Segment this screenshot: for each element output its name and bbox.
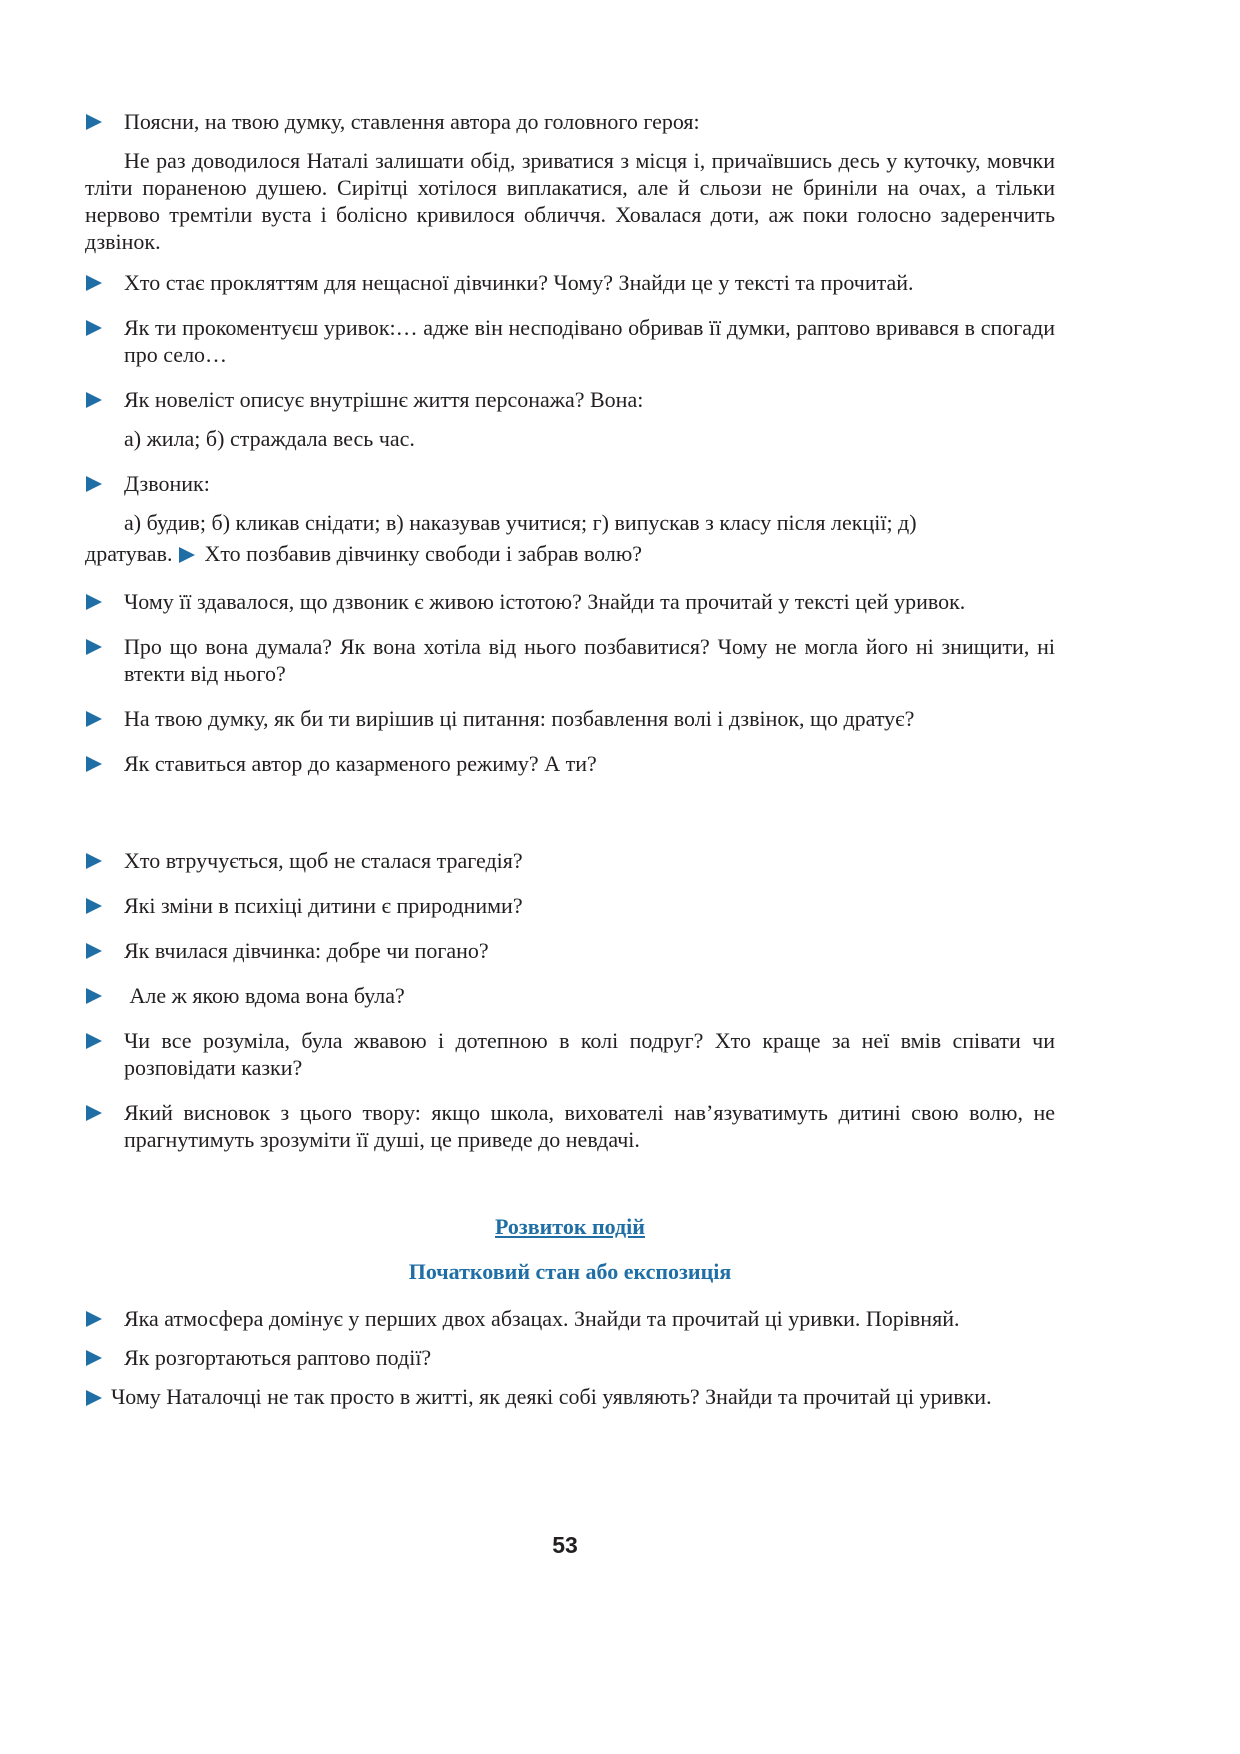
section-subtitle: Початковий стан або експозиція [408, 1259, 732, 1284]
question-item [85, 892, 1055, 919]
triangle-right-icon [85, 633, 124, 660]
answer-option-last: дратував. [85, 541, 173, 566]
triangle-right-icon [85, 314, 124, 341]
triangle-right-icon [85, 1386, 103, 1413]
question-item [85, 705, 1055, 732]
question-item [85, 269, 1055, 296]
question-item [85, 982, 1055, 1009]
question-text: Хто стає прокляттям для нещасної дівчинки? Чому? Знайди це у тексті та прочитай. [124, 270, 914, 295]
question-text: Але ж якою вдома вона була? [124, 983, 405, 1008]
question-text: Чи все розуміла, була жвавою і дотепною в колі подруг? Хто краще за неї вмів співати чи розповідати казки? [124, 1028, 1055, 1080]
question-item [85, 1305, 1055, 1332]
question-item [85, 588, 1055, 615]
triangle-right-icon [85, 937, 124, 964]
triangle-right-icon [85, 108, 124, 135]
question-text: Який висновок з цього твору: якщо школа, вихователі нав’язуватимуть дитині свою волю, не прагнутимуть зрозуміти її душі, це приведе до невдачі. [124, 1100, 1055, 1152]
triangle-right-icon [85, 705, 124, 732]
question-item [85, 108, 1055, 135]
question-text: На твою думку, як би ти вирішив ці питання: позбавлення волі і дзвінок, що дратує? [124, 706, 915, 731]
question-item [85, 470, 1055, 497]
question-item [85, 1027, 1055, 1081]
question-text: Яка атмосфера домінує у перших двох абзацах. Знайди та прочитай ці уривки. Порівняй. [124, 1306, 960, 1331]
triangle-right-icon [85, 386, 124, 413]
triangle-right-icon [85, 1027, 124, 1054]
question-item [85, 750, 1055, 777]
question-item [85, 633, 1055, 687]
spacer [85, 795, 1055, 847]
page-content [85, 108, 1055, 1413]
question-item [85, 1099, 1055, 1153]
triangle-right-icon [85, 750, 124, 777]
question-text: Як новеліст описує внутрішнє життя персонажа? Вона: [124, 387, 644, 412]
question-text: Хто втручується, щоб не сталася трагедія? [124, 848, 523, 873]
question-text: Як ти прокоментуєш уривок:… адже він несподівано обривав її думки, раптово вривався в спогади про село… [124, 315, 1055, 367]
question-text: Як розгортаються раптово події? [124, 1345, 432, 1370]
quoted-excerpt: Не раз доводилося Наталі залишати обід, зриватися з місця і, причаївшись десь у куточку, мовчки тліти пораненою душею. Сирітці хотілося виплакатися, але й сльози не бриніли на очах, а тільки нервово тремтіли вуста і болісно кривилося обличчя. Ховалася доти, аж поки голосно задеренчить дзвінок. [85, 148, 1055, 254]
question-item [85, 937, 1055, 964]
triangle-right-icon [85, 1099, 124, 1126]
triangle-right-icon [85, 847, 124, 874]
triangle-right-icon [85, 1305, 124, 1332]
triangle-right-icon [85, 269, 124, 296]
answer-options: а) жила; б) страждала весь час. [124, 426, 415, 451]
section-title-link[interactable]: Розвиток подій [495, 1214, 645, 1239]
triangle-right-icon [85, 588, 124, 615]
question-item [85, 314, 1055, 368]
triangle-right-icon [85, 892, 124, 919]
question-text: Чому Наталочці не так просто в житті, як деякі собі уявляють? Знайди та прочитай ці уривки. [111, 1384, 992, 1409]
answer-options-continued [85, 540, 1055, 570]
question-item [85, 1344, 1055, 1371]
triangle-right-icon [85, 470, 124, 497]
question-text: Дзвоник: [124, 471, 210, 496]
question-text: Поясни, на твою думку, ставлення автора до головного героя: [124, 109, 700, 134]
question-item [85, 386, 1055, 413]
page-number: 53 [552, 1532, 578, 1558]
question-text: Про що вона думала? Як вона хотіла від нього позбавитися? Чому не могла його ні знищити, ні втекти від нього? [124, 634, 1055, 686]
triangle-right-icon [85, 1344, 124, 1371]
triangle-right-icon [178, 543, 196, 570]
question-item [85, 847, 1055, 874]
question-text: Чому її здавалося, що дзвоник є живою істотою? Знайди та прочитай у тексті цей уривок. [124, 589, 966, 614]
question-text: Які зміни в психіці дитини є природними? [124, 893, 523, 918]
question-item-wrapped [85, 1383, 1055, 1413]
triangle-right-icon [85, 982, 124, 1009]
answer-options: а) будив; б) кликав снідати; в) наказував учитися; г) випускав з класу після лекції; д) [124, 510, 917, 535]
question-text: Як ставиться автор до казарменого режиму? А ти? [124, 751, 597, 776]
question-text: Як вчилася дівчинка: добре чи погано? [124, 938, 489, 963]
question-text: Хто позбавив дівчинку свободи і забрав волю? [204, 541, 643, 566]
